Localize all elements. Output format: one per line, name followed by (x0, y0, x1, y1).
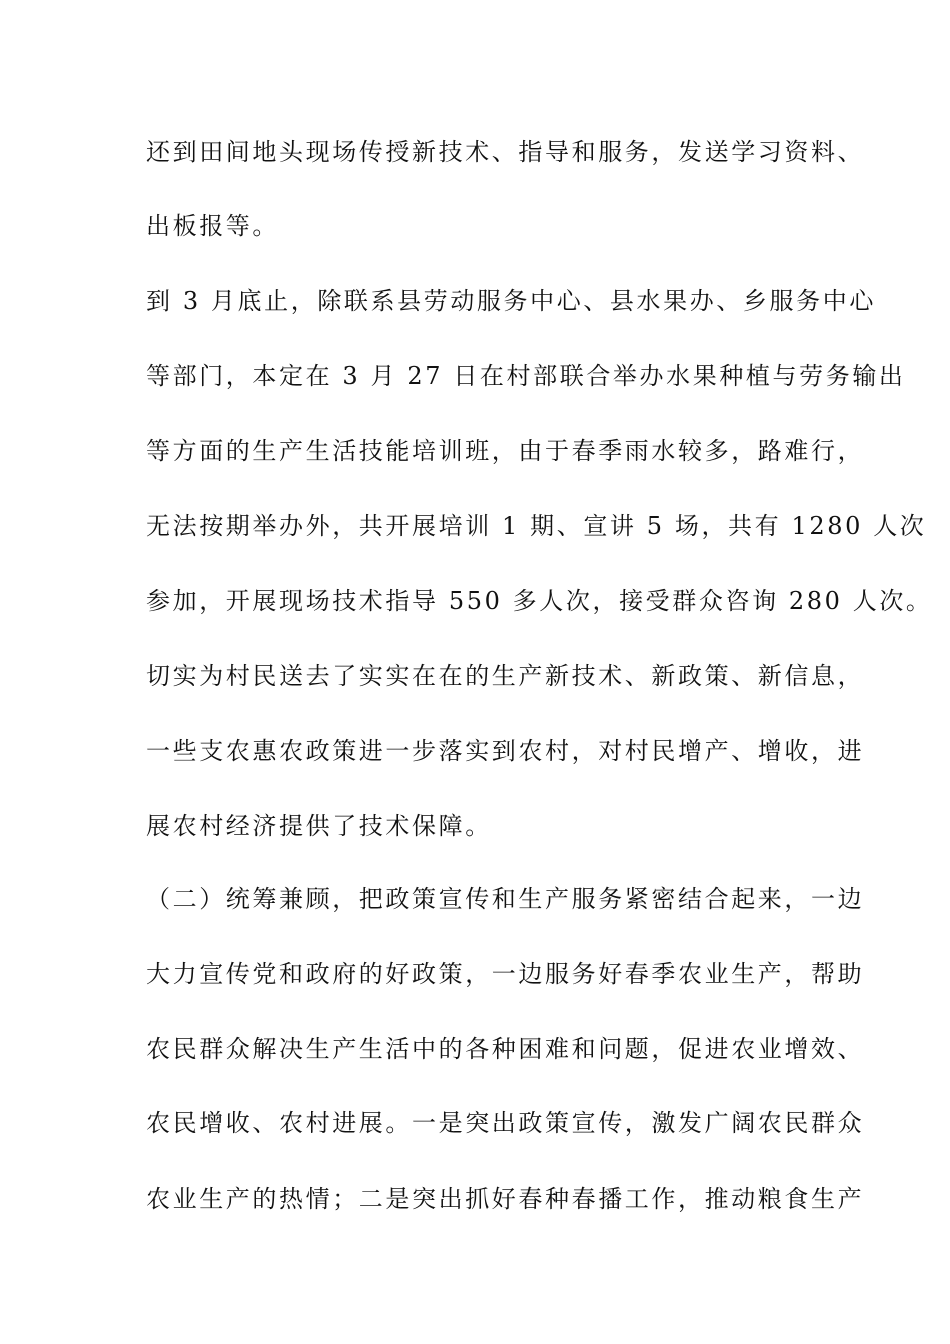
text-line: 参加，开展现场技术指导 550 多人次，接受群众咨询 280 人次。 (146, 587, 933, 615)
text-line: 等方面的生产生活技能培训班，由于春季雨水较多，路难行， (146, 437, 865, 465)
text-line: 等部门，本定在 3 月 27 日在村部联合举办水果种植与劳务输出 (146, 362, 906, 390)
text-line: 无法按期举办外，共开展培训 1 期、宣讲 5 场，共有 1280 人次 (146, 512, 927, 540)
text-line: 到 3 月底止，除联系县劳动服务中心、县水果办、乡服务中心 (146, 287, 876, 315)
text-line: （二）统筹兼顾，把政策宣传和生产服务紧密结合起来，一边 (146, 885, 865, 913)
text-line: 展农村经济提供了技术保障。 (146, 812, 492, 840)
text-line: 一些支农惠农政策进一步落实到农村，对村民增产、增收，进 (146, 737, 865, 765)
text-line: 切实为村民送去了实实在在的生产新技术、新政策、新信息， (146, 662, 865, 690)
text-line: 出板报等。 (146, 212, 279, 240)
text-line: 农民增收、农村进展。一是突出政策宣传，激发广阔农民群众 (146, 1109, 865, 1137)
text-line: 农业生产的热情；二是突出抓好春种春播工作，推动粮食生产 (146, 1185, 865, 1213)
text-line: 农民群众解决生产生活中的各种困难和问题，促进农业增效、 (146, 1035, 865, 1063)
text-line: 还到田间地头现场传授新技术、指导和服务，发送学习资料、 (146, 138, 865, 166)
text-line: 大力宣传党和政府的好政策，一边服务好春季农业生产，帮助 (146, 960, 865, 988)
